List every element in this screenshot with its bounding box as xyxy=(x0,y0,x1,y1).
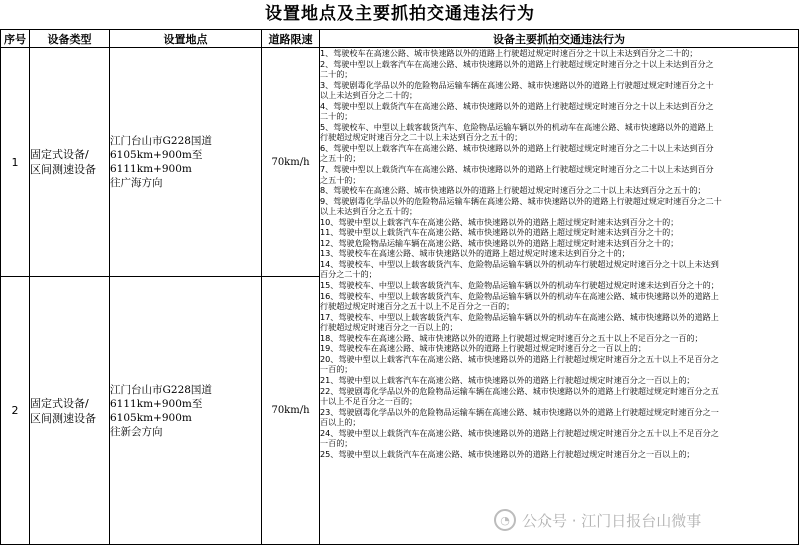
behavior-line: 3、驾驶剧毒化学品以外的危险物品运输车辆在高速公路、城市快速路以外的道路上行驶超过规定时速百分之十 xyxy=(320,79,714,90)
behavior-line: 8、驾驶校车在高速公路、城市快速路以外的道路上行驶超过规定时速百分之二十以上未达到百分之五十的； xyxy=(320,185,706,196)
header-seq: 序号 xyxy=(1,30,30,48)
behavior-line: 二十的； xyxy=(320,69,353,80)
row-location xyxy=(110,48,262,277)
device-type-line: 区间测速设备 xyxy=(30,411,96,425)
behavior-line: 十以上不足百分之一百的； xyxy=(320,396,418,407)
location-line: 6111km+900m至6105km+900m xyxy=(110,397,203,424)
header-row xyxy=(1,30,799,48)
header-location: 设置地点 xyxy=(110,30,262,48)
header-behaviors: 设备主要抓拍交通违法行为 xyxy=(320,30,799,48)
row-seq: 2 xyxy=(1,277,30,545)
device-type-line: 固定式设备/ xyxy=(30,148,89,161)
behavior-line: 二十的； xyxy=(320,111,353,122)
watermark xyxy=(494,506,701,534)
behavior-line: 一百的； xyxy=(320,438,353,449)
behaviors-list xyxy=(320,48,799,545)
location-line: 往新会方向 xyxy=(110,425,163,438)
page-title: 设置地点及主要抓拍交通违法行为 xyxy=(265,4,535,24)
behavior-line: 20、驾驶中型以上载客汽车在高速公路、城市快速路以外的道路上行驶超过规定时速百分之五十以上不足百分之 xyxy=(320,353,719,364)
behavior-line: 一百的； xyxy=(320,364,353,375)
behavior-line: 行驶超过规定时速百分之一百以上的； xyxy=(320,322,458,333)
behavior-line: 13、驾驶校车在高速公路、城市快速路以外的道路上超过规定时速未达到百分之十的； xyxy=(320,248,630,259)
behavior-line: 6、驾驶中型以上载客汽车在高速公路、城市快速路以外的道路上行驶超过规定时速百分之二十以上未达到百分 xyxy=(320,142,714,153)
wechat-logo-icon: ◔ xyxy=(494,509,516,531)
header-speed: 道路限速 xyxy=(262,30,320,48)
behavior-line: 行驶超过规定时速百分之五十以上不足百分之一百的； xyxy=(320,301,515,312)
behavior-line: 23、驾驶剧毒化学品以外的危险物品运输车辆在高速公路、城市快速路以外的道路上行驶超过规定时速百分之一 xyxy=(320,406,719,417)
behavior-line: 5、驾驶校车、中型以上载客载货汽车、危险物品运输车辆以外的机动车在高速公路、城市快速路以外的道路上 xyxy=(320,121,714,132)
row-speed-limit: 70km/h xyxy=(262,277,320,545)
behavior-line: 以上未达到百分之五十的； xyxy=(320,206,418,217)
behavior-line: 17、驾驶校车、中型以上载客载货汽车、危险物品运输车辆以外的机动车在高速公路、城市快速路以外的道路上 xyxy=(320,311,719,322)
behavior-line: 2、驾驶中型以上载客汽车在高速公路、城市快速路以外的道路上行驶超过规定时速百分之十以上未达到百分之 xyxy=(320,58,714,69)
behavior-line: 10、驾驶中型以上载客汽车在高速公路、城市快速路以外的道路上超过规定时速未达到百分之十的； xyxy=(320,216,679,227)
behavior-line: 百分之二十的； xyxy=(320,269,377,280)
row-location xyxy=(110,277,262,545)
behavior-line: 之五十的； xyxy=(320,174,361,185)
behavior-line: 22、驾驶剧毒化学品以外的危险物品运输车辆在高速公路、城市快速路以外的道路上行驶超过规定时速百分之五 xyxy=(320,385,719,396)
row-speed-limit: 70km/h xyxy=(262,48,320,277)
behavior-line: 11、驾驶中型以上载货汽车在高速公路、城市快速路以外的道路上超过规定时速未达到百分之十的； xyxy=(320,227,679,238)
device-type-line: 区间测速设备 xyxy=(30,163,96,176)
enforcement-table xyxy=(0,29,799,545)
behavior-line: 以上未达到百分之二十的； xyxy=(320,90,418,101)
header-type: 设备类型 xyxy=(30,30,110,48)
behavior-line: 16、驾驶校车、中型以上载客载货汽车、危险物品运输车辆以外的机动车在高速公路、城市快速路以外的道路上 xyxy=(320,290,719,301)
behavior-line: 9、驾驶剧毒化学品以外的危险物品运输车辆在高速公路、城市快速路以外的道路上行驶超过规定时速百分之二十 xyxy=(320,195,722,206)
row-seq: 1 xyxy=(1,48,30,277)
behavior-line: 15、驾驶校车、中型以上载客载货汽车、危险物品运输车辆以外的机动车行驶超过规定时速未达到百分之十的； xyxy=(320,280,719,291)
watermark-text: 公众号 · 江门日报台山微事 xyxy=(522,511,702,530)
location-line: 往广海方向 xyxy=(110,177,163,189)
row-device-type xyxy=(30,48,110,277)
behavior-line: 19、驾驶校车在高速公路、城市快速路以外的道路上行驶超过规定时速百分之一百以上的； xyxy=(320,343,646,354)
location-line: 江门台山市G228国道 xyxy=(110,135,212,147)
behavior-line: 25、驾驶中型以上载货汽车在高速公路、城市快速路以外的道路上行驶超过规定时速百分之一百以上的； xyxy=(320,448,695,459)
behavior-line: 1、驾驶校车在高速公路、城市快速路以外的道路上行驶超过规定时速百分之十以上未达到百分之二十的； xyxy=(320,48,698,58)
location-line: 6105km+900m至6111km+900m xyxy=(110,149,203,175)
behavior-line: 18、驾驶校车在高速公路、城市快速路以外的道路上行驶超过规定时速百分之五十以上不足百分之一百的； xyxy=(320,332,703,343)
behavior-line: 24、驾驶中型以上载货汽车在高速公路、城市快速路以外的道路上行驶超过规定时速百分之五十以上不足百分之 xyxy=(320,427,719,438)
behavior-line: 7、驾驶中型以上载货汽车在高速公路、城市快速路以外的道路上行驶超过规定时速百分之二十以上未达到百分 xyxy=(320,164,714,175)
behavior-line: 之五十的； xyxy=(320,153,361,164)
location-line: 江门台山市G228国道 xyxy=(110,383,212,396)
device-type-line: 固定式设备/ xyxy=(30,396,89,410)
table-row xyxy=(1,48,799,277)
behavior-line: 12、驾驶危险物品运输车辆在高速公路、城市快速路以外的道路上超过规定时速未达到百分之十的； xyxy=(320,237,679,248)
behavior-line: 行驶超过规定时速百分之二十以上未达到百分之五十的； xyxy=(320,132,523,143)
behavior-line: 4、驾驶中型以上载货汽车在高速公路、城市快速路以外的道路上行驶超过规定时速百分之十以上未达到百分之 xyxy=(320,100,714,111)
behavior-line: 百以上的； xyxy=(320,417,361,428)
row-device-type xyxy=(30,277,110,545)
behavior-line: 21、驾驶中型以上载客汽车在高速公路、城市快速路以外的道路上行驶超过规定时速百分之一百以上的； xyxy=(320,374,695,385)
behavior-line: 14、驾驶校车、中型以上载客载货汽车、危险物品运输车辆以外的机动车行驶超过规定时速百分之十以上未达到 xyxy=(320,258,719,269)
